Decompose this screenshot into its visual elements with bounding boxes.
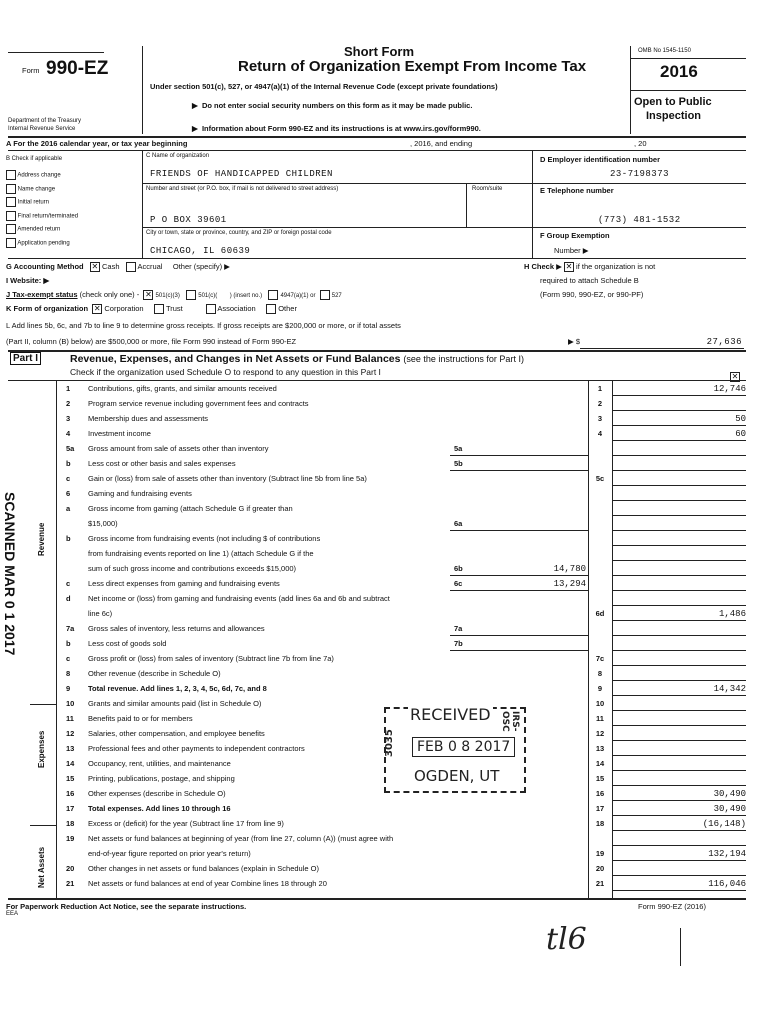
line-row [42, 504, 742, 515]
box-label: 6d [595, 609, 605, 618]
checkbox[interactable] [6, 170, 16, 180]
sub-underline [450, 455, 588, 456]
amount-underline [612, 635, 746, 636]
i-label: I Website: [6, 276, 42, 285]
box-label: 9 [597, 684, 603, 693]
sub-amount[interactable]: 14,780 [553, 564, 586, 574]
street-address[interactable]: P O BOX 39601 [150, 215, 227, 225]
h-checkbox[interactable]: ✕ [565, 262, 573, 272]
h-text: if the organization is not [576, 262, 656, 271]
amount-value[interactable]: (16,148) [702, 819, 746, 829]
amount-underline [612, 410, 746, 411]
e-label: E Telephone number [540, 186, 614, 195]
j-label: J Tax-exempt status [6, 290, 78, 299]
amount-value[interactable]: 12,746 [713, 384, 746, 394]
line-number: c [66, 579, 71, 588]
b-check-label: Initial return [17, 199, 50, 206]
sub-underline [450, 470, 588, 471]
open-public: Open to Public [634, 96, 712, 108]
h-label: H Check [524, 262, 555, 271]
line-number: 2 [66, 399, 71, 408]
line-label: Less cost or other basis and sales expenses [88, 459, 236, 468]
j-opt: 527 [331, 293, 342, 299]
amount-underline [612, 605, 746, 606]
j-501c-checkbox[interactable] [186, 290, 196, 300]
line-number: 17 [66, 804, 75, 813]
line-row [42, 534, 742, 545]
line-number: c [66, 654, 71, 663]
line-number: 14 [66, 759, 75, 768]
amount-value[interactable]: 30,490 [713, 804, 746, 814]
line-label: Occupancy, rent, utilities, and maintenance [88, 759, 231, 768]
sub-box-label: 6a [454, 519, 463, 528]
f-number-label: Number [554, 246, 581, 255]
line-row [42, 864, 742, 875]
sub-amount[interactable]: 13,294 [553, 579, 586, 589]
checkbox[interactable] [6, 184, 16, 194]
line-row [42, 444, 742, 455]
b-check-label: Address change [17, 172, 61, 179]
amount-underline [612, 590, 746, 591]
amount-underline [612, 395, 746, 396]
subtitle: Under section 501(c), 527, or 4947(a)(1) of the Internal Revenue Code (except private foundations) [150, 82, 498, 91]
line-number: 13 [66, 744, 75, 753]
box-label: 16 [595, 789, 605, 798]
line-label: Other revenue (describe in Schedule O) [88, 669, 221, 678]
expenses-side-label: Expenses [37, 730, 46, 768]
line-row [42, 819, 746, 830]
j-opt: ) (insert no.) [229, 293, 263, 299]
line-number: 11 [66, 714, 74, 723]
line-label: Excess or (deficit) for the year (Subtract line 17 from line 9) [88, 819, 284, 828]
amount-underline [612, 440, 746, 441]
title-short: Short Form [344, 44, 415, 59]
box-label: 1 [597, 384, 603, 393]
line-number: 1 [66, 384, 71, 393]
city-state-zip[interactable]: CHICAGO, IL 60639 [150, 246, 251, 256]
line-label: Gross amount from sale of assets other than inventory [88, 444, 269, 453]
amount-underline [612, 425, 746, 426]
k-other-checkbox[interactable] [266, 304, 276, 314]
received-stamp [384, 707, 526, 793]
k-opt: Association [217, 304, 256, 313]
sub-box-label: 6b [454, 564, 463, 573]
amount-underline [612, 695, 746, 696]
checkbox[interactable] [6, 238, 16, 248]
line-label: Other expenses (describe in Schedule O) [88, 789, 226, 798]
revenue-side-label: Revenue [37, 522, 46, 556]
line-row [42, 429, 746, 440]
amount-underline [612, 800, 746, 801]
j-4947-checkbox[interactable] [268, 290, 278, 300]
box-label: 4 [597, 429, 603, 438]
part1-title [70, 353, 524, 365]
amount-underline [612, 680, 746, 681]
line-l-1: L Add lines 5b, 6c, and 7b to line 9 to determine gross receipts. If gross receipts are $200,000 or more, or if total assets [6, 321, 401, 330]
line-row [42, 399, 742, 410]
line-label: Net income or (loss) from gaming and fundraising events (add lines 6a and 6b and subtract [88, 594, 390, 603]
box-label: 10 [595, 699, 605, 708]
amount-underline [612, 725, 746, 726]
line-a: A For the 2016 calendar year, or tax year beginning [6, 139, 188, 148]
footer-form-id: Form 990-EZ (2016) [638, 902, 706, 911]
line-row [42, 384, 746, 395]
amount-underline [612, 470, 746, 471]
line-number: 15 [66, 774, 75, 783]
line-l-arrow: ▶ $ [568, 337, 581, 346]
dept-treasury: Department of the Treasury [8, 118, 82, 124]
box-label: 2 [597, 399, 603, 408]
box-label: 5c [595, 474, 605, 483]
g-cash: Cash [102, 262, 120, 271]
sub-underline [450, 650, 588, 651]
line-label: from fundraising events reported on line 1) (attach Schedule G if the [88, 549, 314, 558]
sub-box-label: 5a [454, 444, 463, 453]
f-label: F Group Exemption [540, 231, 610, 240]
line-label: Benefits paid to or for members [88, 714, 193, 723]
line-row [42, 609, 746, 620]
line-label: Other changes in net assets or fund balances (explain in Schedule O) [88, 864, 319, 873]
d-label: D Employer identification number [540, 155, 661, 164]
line-number: c [66, 474, 71, 483]
stamp-left-code: 3035 [384, 729, 395, 757]
line-row [42, 519, 742, 530]
line-label: Gain or (loss) from sale of assets other than inventory (Subtract line 5b from line 5a) [88, 474, 367, 483]
box-label: 17 [595, 804, 605, 813]
line-number: 5a [66, 444, 75, 453]
box-label: 7c [595, 654, 605, 663]
line-number: 4 [66, 429, 71, 438]
bullet-ssn-text: Do not enter social security numbers on this form as it may be made public. [201, 101, 473, 110]
line-number: 21 [66, 879, 75, 888]
amount-underline [612, 620, 746, 621]
k-association-checkbox[interactable] [206, 304, 216, 314]
line-row [42, 639, 742, 650]
line-row [42, 624, 742, 635]
line-row [42, 549, 742, 560]
line-row [42, 459, 742, 470]
line-label: line 6c) [88, 609, 113, 618]
amount-value[interactable]: 60 [735, 429, 746, 439]
gross-receipts[interactable]: 27,636 [706, 337, 742, 347]
footer-eea: EEA [6, 911, 19, 917]
line-number: 8 [66, 669, 71, 678]
line-label: Total revenue. Add lines 1, 2, 3, 4, 5c, 6d, 7c, and 8 [88, 684, 267, 693]
amount-value[interactable]: 116,046 [708, 879, 746, 889]
j-text: (check only one) - [79, 290, 140, 299]
sub-underline [450, 575, 588, 576]
b-checkbox-list [6, 170, 78, 251]
amount-underline [612, 740, 746, 741]
b-check-label: Final return/terminated [17, 213, 79, 220]
line-a-end: , 20 [634, 139, 647, 148]
accrual-checkbox[interactable] [126, 262, 136, 272]
schedule-o-check-line [70, 367, 381, 377]
line-number: 3 [66, 414, 71, 423]
line-row [42, 684, 746, 695]
line-row [42, 474, 742, 485]
box-label: 12 [595, 729, 605, 738]
footer-paperwork: For Paperwork Reduction Act Notice, see the separate instructions. [6, 902, 247, 911]
amount-underline [612, 665, 746, 666]
sub-underline [450, 590, 588, 591]
amount-underline [612, 890, 746, 891]
sub-box-label: 5b [454, 459, 463, 468]
line-label: Investment income [88, 429, 151, 438]
b-check-item[interactable] [6, 184, 78, 198]
title-main: Return of Organization Exempt From Income Tax [238, 58, 587, 75]
h-text-3: (Form 990, 990-EZ, or 990-PF) [540, 290, 644, 299]
box-label: 18 [595, 819, 605, 828]
amount-value[interactable]: 30,490 [713, 789, 746, 799]
b-check-item[interactable] [6, 211, 78, 225]
g-other: Other (specify) [172, 262, 223, 271]
line-label: Less direct expenses from gaming and fundraising events [88, 579, 280, 588]
k-opt: Trust [165, 304, 183, 313]
line-label: Gross sales of inventory, less returns and allowances [88, 624, 265, 633]
g-label: G Accounting Method [6, 262, 84, 271]
line-label: Gaming and fundraising events [88, 489, 192, 498]
line-a-mid: , 2016, and ending [410, 139, 473, 148]
b-check-label: Amended return [17, 226, 61, 233]
line-row [42, 594, 742, 605]
line-number: 18 [66, 819, 75, 828]
amount-underline [612, 560, 746, 561]
k-corporation-checkbox[interactable]: ✕ [93, 304, 101, 314]
line-label: Net assets or fund balances at end of year Combine lines 18 through 20 [88, 879, 327, 888]
scanned-stamp: SCANNED MAR 0 1 2017 [2, 492, 18, 656]
checkbox[interactable] [6, 224, 16, 234]
form-number: 990-EZ [46, 58, 109, 79]
ein[interactable]: 23-7198373 [610, 169, 670, 179]
received-text: RECEIVED [410, 705, 491, 724]
line-label: Less cost of goods sold [88, 639, 167, 648]
amount-underline [612, 860, 746, 861]
box-label: 11 [596, 714, 604, 723]
box-label: 3 [597, 414, 603, 423]
sub-underline [450, 530, 588, 531]
line-row [42, 564, 742, 575]
bullet-ssn: ▶ Do not enter social security numbers on this form as it may be made public. [192, 101, 473, 110]
j-opt: 501(c)(3) [155, 293, 180, 299]
part1-title-note: (see the instructions for Part I) [403, 354, 524, 364]
line-row [42, 489, 742, 500]
line-row [42, 804, 746, 815]
line-row [42, 849, 746, 860]
schedule-o-check-text: Check if the organization used Schedule O to respond to any question in this Part I [70, 367, 381, 377]
line-number: 7a [66, 624, 75, 633]
part1-title-text: Revenue, Expenses, and Changes in Net Assets or Fund Balances [70, 353, 401, 365]
line-number: b [66, 639, 71, 648]
form-prefix: Form [22, 66, 40, 75]
amount-value[interactable]: 50 [735, 414, 746, 424]
line-label: Professional fees and other payments to independent contractors [88, 744, 305, 753]
net-assets-side-label: Net Assets [37, 846, 46, 888]
line-number: 20 [66, 864, 75, 873]
j-opt: 501(c)( [198, 293, 218, 299]
omb-number: OMB No 1545-1150 [638, 48, 691, 54]
stamp-right-code: IRS-OSC [500, 711, 520, 732]
b-check-item[interactable] [6, 224, 78, 238]
amount-underline [612, 710, 746, 711]
part1-tag: Part I [10, 352, 41, 365]
box-label: 8 [597, 669, 603, 678]
line-number: b [66, 534, 71, 543]
k-opt: Corporation [104, 304, 144, 313]
line-h: H Check ▶ ✕ if the organization is not [524, 262, 656, 272]
amount-underline [612, 500, 746, 501]
line-label: Membership dues and assessments [88, 414, 209, 423]
sub-box-label: 6c [454, 579, 463, 588]
sub-underline [450, 635, 588, 636]
line-label: Total expenses. Add lines 10 through 16 [88, 804, 231, 813]
b-check-item[interactable] [6, 170, 78, 184]
box-label: 13 [595, 744, 605, 753]
amount-value[interactable]: 14,342 [713, 684, 746, 694]
amount-underline [612, 455, 746, 456]
room-label: Room/suite [472, 186, 503, 192]
amount-underline [612, 830, 746, 831]
amount-underline [612, 530, 746, 531]
line-row [42, 834, 742, 845]
line-label: Gross income from gaming (attach Schedule G if greater than [88, 504, 293, 513]
line-number: 6 [66, 489, 71, 498]
line-number: 9 [66, 684, 71, 693]
line-row [42, 654, 742, 665]
amount-underline [612, 575, 746, 576]
line-label: Net assets or fund balances at beginning of year (from line 27, column (A)) (must agree with [88, 834, 394, 843]
street-label: Number and street (or P.O. box, if mail is not delivered to street address) [146, 186, 339, 192]
amount-underline [612, 785, 746, 786]
line-label: Salaries, other compensation, and employee benefits [88, 729, 265, 738]
line-label: Program service revenue including government fees and contracts [88, 399, 309, 408]
line-l-2: (Part II, column (B) below) are $500,000 or more, file Form 990 instead of Form 990-EZ [6, 337, 297, 346]
received-place: OGDEN, UT [414, 767, 500, 785]
irs-name: Internal Revenue Service [8, 126, 76, 132]
line-label: $15,000) [88, 519, 118, 528]
line-label: Contributions, gifts, grants, and similar amounts received [88, 384, 277, 393]
bullet-info-text: Information about Form 990-EZ and its instructions is at www.irs.gov/form990. [201, 124, 481, 133]
amount-underline [612, 545, 746, 546]
amount-underline [612, 755, 746, 756]
amount-underline [612, 650, 746, 651]
sub-box-label: 7b [454, 639, 463, 648]
box-label: 21 [595, 879, 605, 888]
bullet-info: ▶ Information about Form 990-EZ and its instructions is at www.irs.gov/form990. [192, 124, 481, 133]
g-accrual: Accrual [137, 262, 163, 271]
line-label: Gross income from fundraising events (not including $ of contributions [88, 534, 321, 543]
k-opt: Other [278, 304, 297, 313]
checkbox[interactable] [6, 197, 16, 207]
line-row [42, 879, 746, 890]
b-check-label: Application pending [17, 240, 70, 247]
inspection: Inspection [646, 110, 702, 122]
k-trust-checkbox[interactable] [154, 304, 164, 314]
box-label: 19 [595, 849, 605, 858]
line-number: 10 [66, 699, 75, 708]
j-opt: 4947(a)(1) or [280, 293, 316, 299]
line-row [42, 414, 746, 425]
j-527-checkbox[interactable] [320, 290, 330, 300]
line-number: 19 [66, 834, 75, 843]
line-number: d [66, 594, 71, 603]
box-label: 14 [595, 759, 605, 768]
line-k [6, 304, 297, 314]
line-i: I Website: ▶ [6, 276, 50, 285]
amount-underline [612, 485, 746, 486]
f-number: Number ▶ [554, 246, 589, 255]
line-number: a [66, 504, 71, 513]
handwritten-initials: tl6 [546, 922, 587, 957]
b-label: B Check if applicable [6, 156, 63, 162]
phone[interactable]: (773) 481-1532 [598, 215, 681, 225]
line-label: Grants and similar amounts paid (list in Schedule O) [88, 699, 262, 708]
b-check-label: Name change [17, 186, 56, 193]
box-label: 15 [595, 774, 605, 783]
line-j [6, 290, 342, 300]
schedule-o-checkbox[interactable]: ✕ [731, 371, 739, 381]
line-label: end-of-year figure reported on prior year's return) [88, 849, 251, 858]
b-check-item[interactable] [6, 238, 78, 252]
amount-value[interactable]: 1,486 [718, 609, 746, 619]
cash-checkbox[interactable]: ✕ [91, 262, 99, 272]
checkbox[interactable] [6, 211, 16, 221]
line-label: Gross profit or (loss) from sales of inventory (Subtract line 7b from line 7a) [88, 654, 334, 663]
box-label: 20 [595, 864, 605, 873]
received-date: FEB 0 8 2017 [412, 737, 515, 757]
amount-underline [612, 515, 746, 516]
line-number: b [66, 459, 71, 468]
line-number: 12 [66, 729, 75, 738]
c-label: C Name of organization [146, 153, 210, 159]
h-text-2: required to attach Schedule B [540, 276, 639, 285]
amount-value[interactable]: 132,194 [708, 849, 746, 859]
amount-underline [612, 770, 746, 771]
line-label: sum of such gross income and contributions exceeds $15,000) [88, 564, 297, 573]
tax-year: 2016 [660, 62, 698, 81]
line-label: Printing, publications, postage, and shipping [88, 774, 235, 783]
amount-underline [612, 875, 746, 876]
city-label: City or town, state or province, country, and ZIP or foreign postal code [146, 230, 332, 236]
sub-box-label: 7a [454, 624, 463, 633]
line-row [42, 669, 742, 680]
b-check-item[interactable] [6, 197, 78, 211]
k-label: K Form of organization [6, 304, 89, 313]
org-name[interactable]: FRIENDS OF HANDICAPPED CHILDREN [150, 169, 333, 179]
amount-underline [612, 845, 746, 846]
j-501c3-checkbox[interactable]: ✕ [145, 290, 152, 300]
amount-underline [612, 815, 746, 816]
line-row [42, 579, 742, 590]
line-number: 16 [66, 789, 75, 798]
line-g: G Accounting Method ✕ Cash Accrual Other (specify) ▶ [6, 262, 230, 272]
